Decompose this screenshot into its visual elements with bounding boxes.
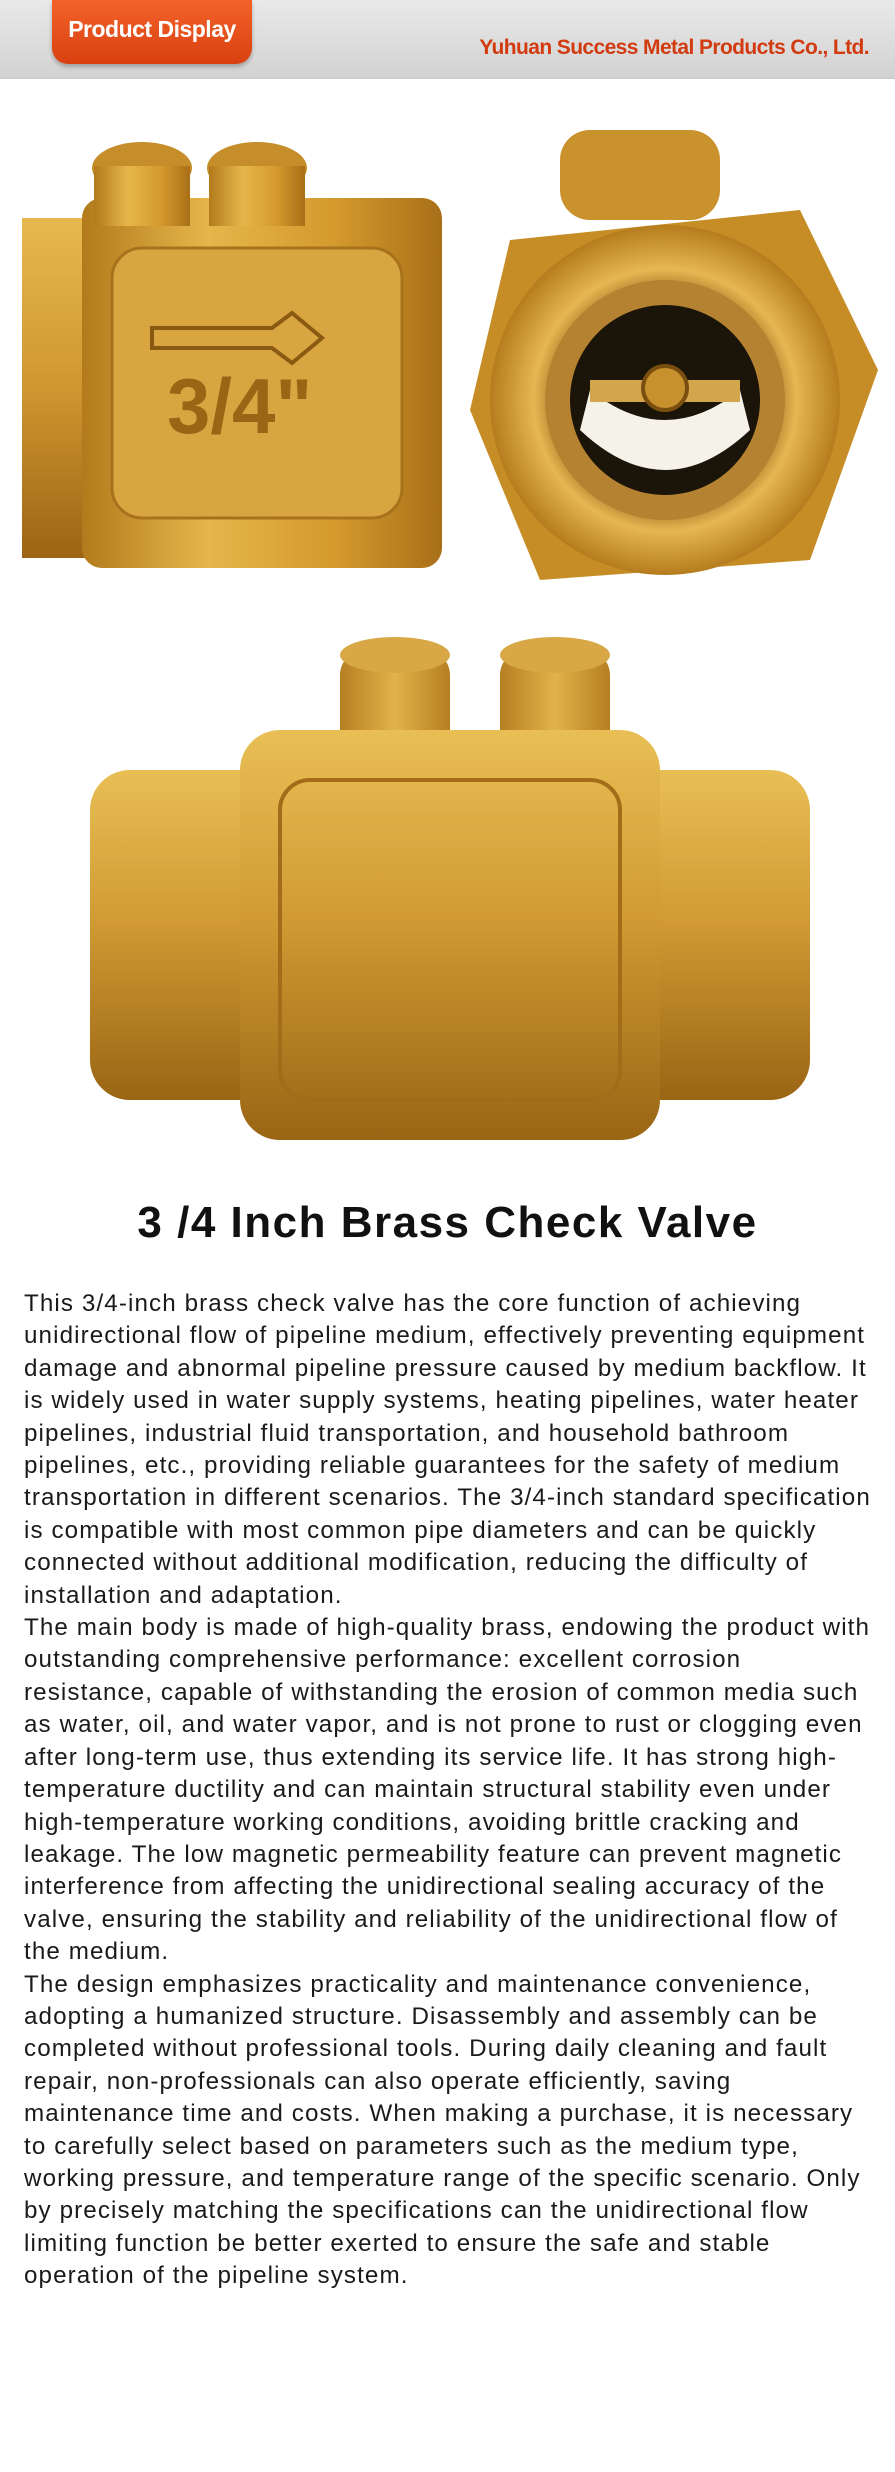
valve-side-photo (22, 138, 447, 568)
description-paragraph: The main body is made of high-quality brass, endowing the product with outstanding comprehensive performance: excellent corrosion resistance, capable of withstanding the erosion of common media such as water, oil, and water vapor, and is not prone to rust or clogging even after long-term use, thus extending its service life. It has strong high-temperature ductility and can maintain structural stability even under high-temperature working conditions, avoiding brittle cracking and leakage. The low magnetic permeability feature can prevent magnetic interference from affecting the unidirectional sealing accuracy of the valve, ensuring the stability and reliability of the unidirectional flow of the medium. (24, 1614, 871, 1966)
company-name: Yuhuan Success Metal Products Co., Ltd. (479, 36, 869, 59)
product-display-label: Product Display (68, 16, 236, 42)
product-description (24, 1288, 876, 2293)
description-paragraph: The design emphasizes practicality and maintenance convenience, adopting a humanized structure. Disassembly and assembly can be completed without professional tools. During daily cleaning and fault repair, non-professionals can also operate efficiently, saving maintenance time and costs. When making a purchase, it is necessary to carefully select based on parameters such as the medium type, working pressure, and temperature range of the specific scenario. Only by precisely matching the specifications can the unidirectional flow limiting function be better exerted to ensure the safe and stable operation of the pipeline system. (24, 1970, 861, 2290)
product-title: 3 /4 Inch Brass Check Valve (137, 1198, 758, 1247)
size-marking-text: 3/4" (167, 362, 313, 450)
description-paragraph: This 3/4-inch brass check valve has the core function of achieving unidirectional flow of pipeline medium, effectively preventing equipment damage and abnormal pipeline pressure caused by medium backflow. It is widely used in water supply systems, heating pipelines, water heater pipelines, industrial fluid transportation, and household bathroom pipelines, etc., providing reliable guarantees for the safety of medium transportation in different scenarios. The 3/4-inch standard specification is compatible with most common pipe diameters and can be quickly connected without additional modification, reducing the difficulty of installation and adaptation. (24, 1290, 871, 1609)
valve-front-photo (90, 630, 810, 1150)
header-bar (0, 0, 895, 79)
product-display-tab (52, 0, 252, 64)
valve-end-photo (470, 130, 878, 590)
